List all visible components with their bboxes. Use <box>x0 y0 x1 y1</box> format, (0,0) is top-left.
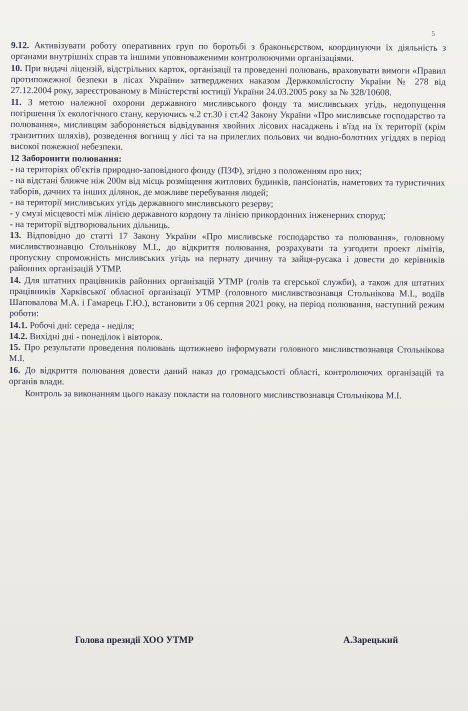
signatory-name: А.Зарецький <box>343 636 398 646</box>
paragraph-15 <box>9 342 444 367</box>
paragraph-10 <box>11 63 446 99</box>
paragraph-number: 16. <box>8 364 21 376</box>
prohibition-item: - на відстані ближче ніж 200м від місць розміщення житлових будинків, пансіонатів, наметових та туристичних таборів, дачних та інших ділянок, де можливе перебування людей; <box>10 174 446 198</box>
paragraph-number: 14. <box>9 274 21 286</box>
paragraph-number: 10. <box>10 62 23 74</box>
paragraph-11 <box>10 97 445 155</box>
prohibition-item: - на території мисливських угідь державного мисливського резерву; <box>9 196 274 209</box>
paragraph-text: Відповідно до статті 17 Закону України «Про мисливське господарство та полювання», головному мисливствознавцю Стольнікову М.І., до відкриття полювання, розрахувати та узгодити проект лімітів, пропускну спроможність мисливських угідь на пернату дичину та зайця-русака і довести до керівників районних організацій УТМР. <box>9 230 445 274</box>
paragraph-text: Для штатних працівників районних організацій УТМР (голів та єгерської служби), а також для штатних працівників Харківської обласної організації УТМР (головного мисливствознавця Стольнікова М.І., водіїв Шаповалова М.А. і Гамарець Г.Ю.), встановити з 06 серпня 2021 року, на період полювання, наступний режим роботи: <box>9 275 445 319</box>
paragraph-text: При видачі ліцензій, відстрільних карток, організації та проведенні полювань, враховувати вимоги «Правил протипожежної безпеки в лісах України» затверджених наказом Держкомлісгоспу України № 278 від 27.12.2004 року, зареєстрованому в Міністерстві юстиції України 24.03.2005 року за № 328/10608. <box>10 63 446 98</box>
paragraph-number: 14.2. <box>9 330 28 342</box>
page-number: 5 <box>431 30 435 38</box>
paragraph-text: З метою належної охорони державного мисливського фонду та мисливських угідь, недопущення погіршення їх екологічного стану, керуючись ч.2 ст.30 і ст.42 Закону України «Про мисливське господарство та полювання», мисливцям забороняється відвідування хвойних лісових насаджень і в'їзд на їх території (крім транзитних шляхів), розведення вогнищ у лісі та на прилеглих польових чи водно-болотних угіддях в період високої пожежної небезпеки. <box>10 97 446 152</box>
paragraph-number: 14.1. <box>9 319 28 331</box>
signature-block <box>75 636 398 646</box>
paragraph-12-heading: 12 Заборонити полювання: <box>10 152 122 164</box>
paragraph-text: Робочі дні: середа - неділя; <box>29 320 135 331</box>
paragraph-text: Про результати проведення полювань щотижнево інформувати головного мисливствознавця Стольнікова М.І. <box>9 342 445 364</box>
paragraph-text: Вихідні дні - понеділок і вівторок. <box>29 331 163 342</box>
paragraph-9-12 <box>11 40 446 65</box>
prohibition-item: - на території відтворювальних дільниць. <box>9 218 171 230</box>
paragraph-text: До відкриття полювання довести даний наказ до громадськості області, контролюючих організацій та органів влади. <box>8 365 444 387</box>
prohibition-item: - на територіях об'єктів природно-заповідного фонду (ПЗФ), згідно з положенням про них; <box>10 163 363 177</box>
control-clause: Контроль за виконанням цього наказу покласти на головного мисливствознавця Стольнікова М.І. <box>24 388 402 401</box>
paragraph-number: 9.12. <box>10 40 30 51</box>
prohibition-item: - у смузі місцевості між лінією державного кордону та лінією прикордонних інженерних споруд; <box>9 207 386 221</box>
paragraph-number: 13. <box>9 229 22 241</box>
paragraph-number: 15. <box>9 341 21 353</box>
paragraph-number: 11. <box>10 96 22 108</box>
paragraph-14 <box>9 275 444 322</box>
order-text <box>9 40 446 403</box>
paragraph-16 <box>9 365 444 390</box>
paragraph-13 <box>10 230 445 277</box>
paragraph-text: Активізувати роботу оперативних груп по боротьбі з браконьєрством, координуючи їх діяльність з органами внутрішніх справ та іншими уповноваженими контролюючими організаціями. <box>10 40 446 64</box>
signatory-position: Голова президії ХОО УТМР <box>75 636 194 646</box>
